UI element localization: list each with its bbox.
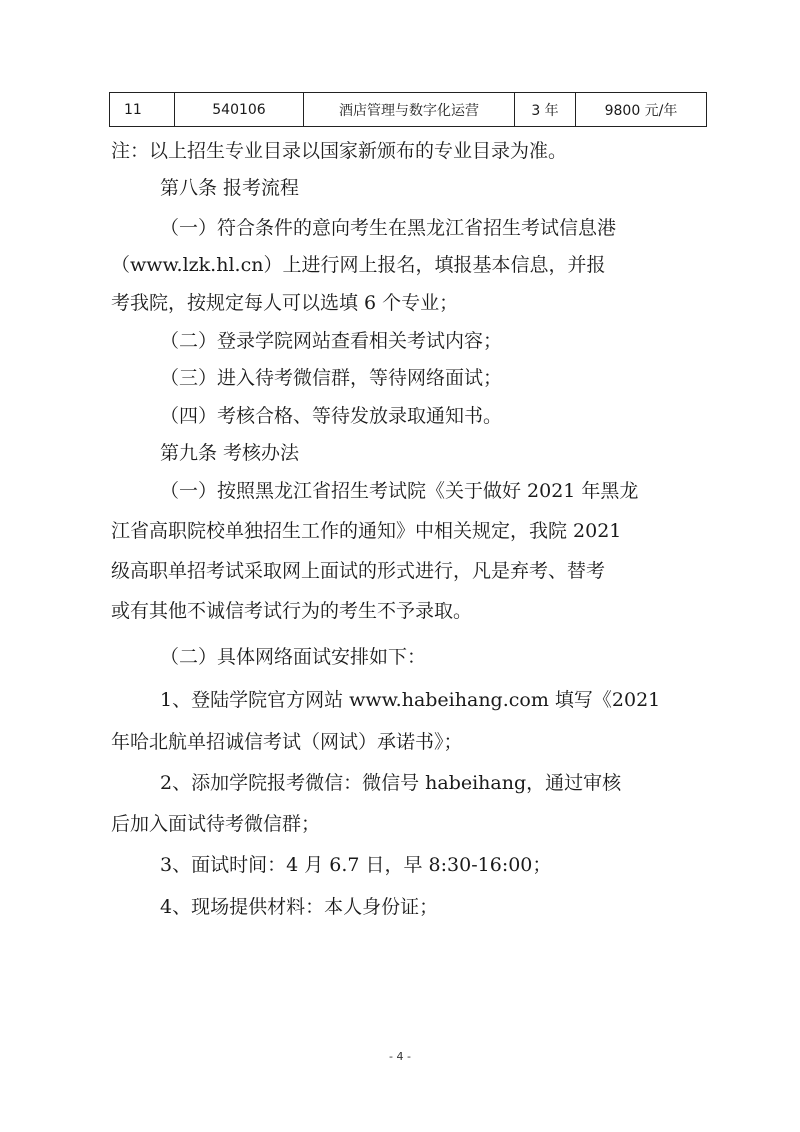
article-9-item-2: （二）具体网络面试安排如下：	[160, 646, 427, 668]
article-9-item-1-line-2: 江省高职院校单独招生工作的通知》中相关规定，我院 2021	[111, 520, 622, 542]
major-code: 540106	[175, 93, 304, 127]
major-name: 酒店管理与数字化运营	[304, 93, 515, 127]
arrangement-2-line-1: 2、添加学院报考微信：微信号 habeihang，通过审核	[160, 772, 622, 794]
table-row	[110, 93, 707, 127]
arrangement-3: 3、面试时间：4 月 6.7 日，早 8:30-16:00；	[160, 854, 552, 876]
note-text: 注：以上招生专业目录以国家新颁布的专业目录为准。	[111, 140, 568, 162]
article-8-item-2: （二）登录学院网站查看相关考试内容；	[160, 330, 503, 352]
article-8-heading: 第八条 报考流程	[160, 177, 300, 199]
article-9-heading: 第九条 考核办法	[160, 442, 300, 464]
article-8-item-4: （四）考核合格、等待发放录取通知书。	[160, 405, 503, 427]
article-8-item-1-line-1: （一）符合条件的意向考生在黑龙江省招生考试信息港	[160, 217, 617, 239]
majors-table	[109, 92, 707, 127]
article-9-item-1-line-3: 级高职单招考试采取网上面试的形式进行，凡是弃考、替考	[111, 560, 606, 582]
article-9-item-1-line-1: （一）按照黑龙江省招生考试院《关于做好 2021 年黑龙	[160, 480, 639, 502]
article-9-item-1-line-4: 或有其他不诚信考试行为的考生不予录取。	[111, 600, 473, 622]
arrangement-4: 4、现场提供材料：本人身份证；	[160, 896, 439, 918]
row-number: 11	[110, 93, 175, 127]
arrangement-1-line-1: 1、登陆学院官方网站 www.habeihang.com 填写《2021	[160, 689, 661, 711]
arrangement-2-line-2: 后加入面试待考微信群；	[111, 813, 321, 835]
article-8-item-1-line-3: 考我院，按规定每人可以选填 6 个专业；	[111, 292, 459, 314]
page-number: - 4 -	[389, 1050, 411, 1063]
arrangement-1-line-2: 年哈北航单招诚信考试（网试）承诺书》；	[111, 731, 463, 753]
article-8-item-3: （三）进入待考微信群，等待网络面试；	[160, 367, 503, 389]
tuition-fee: 9800 元/年	[576, 93, 707, 127]
study-duration: 3 年	[515, 93, 576, 127]
article-8-item-1-line-2: （www.lzk.hl.cn）上进行网上报名，填报基本信息，并报	[111, 254, 606, 276]
